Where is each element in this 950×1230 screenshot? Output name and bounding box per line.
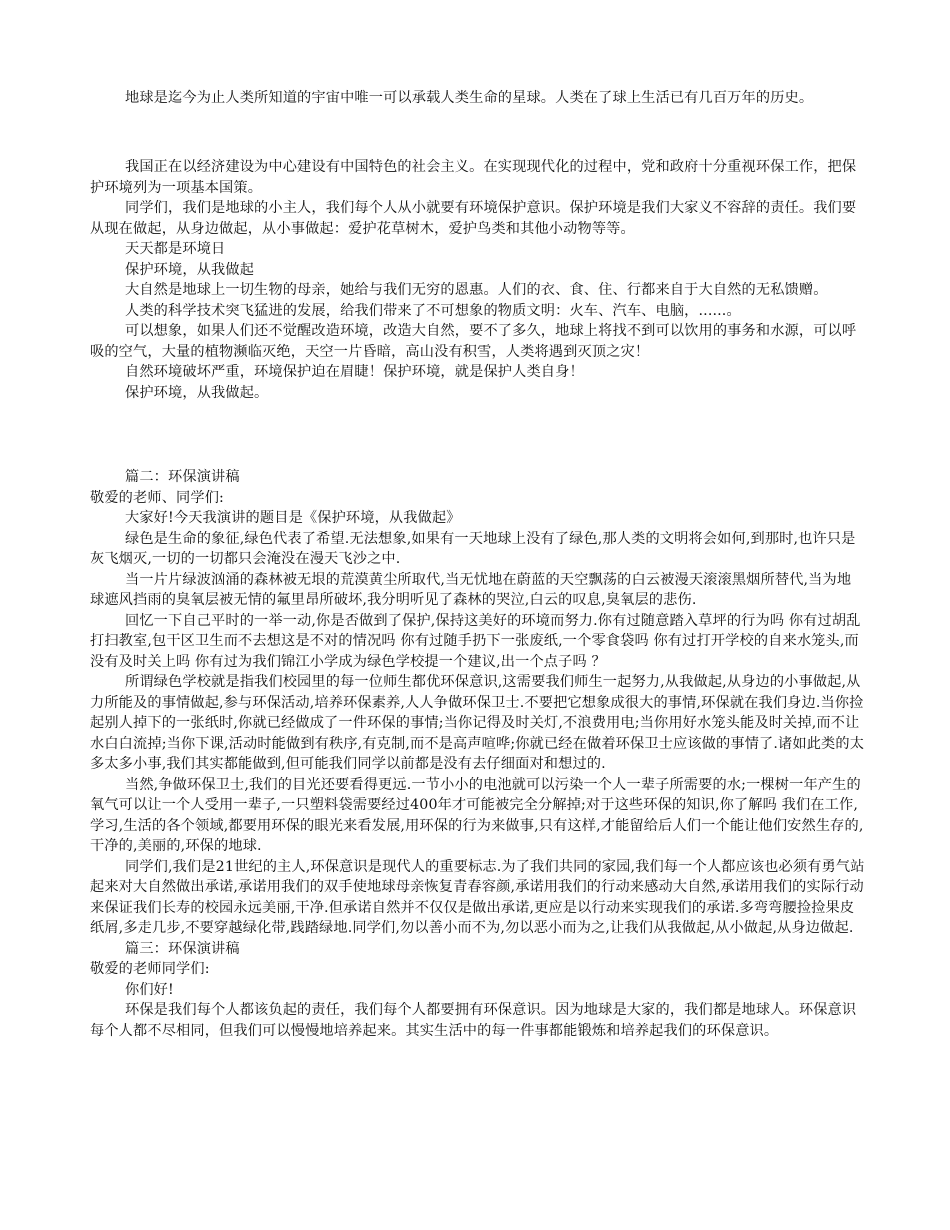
paragraph: 环保是我们每个人都该负起的责任，我们每个人都要拥有环保意识。因为地球是大家的，我们都是地球人。环保意识每个人都不尽相同，但我们可以慢慢地培养起来。其实生活中的每一件事都能锻炼和培养起我们的环保意识。	[90, 1002, 857, 1039]
greeting: 你们好!	[125, 981, 174, 998]
paragraph: 当一片片绿波汹涌的森林被无垠的荒漠黄尘所取代,当无忧地在蔚蓝的天空飘荡的白云被漫天滚滚黑烟所替代,当为地球遮风挡雨的臭氧层被无情的氟里昂所破坏,我分明听见了森林的哭泣,白云的叹息,臭氧层的悲伤.	[90, 571, 852, 608]
paragraph: 所谓绿色学校就是指我们校园里的每一位师生都优环保意识,这需要我们师生一起努力,从我做起,从身边的小事做起,从力所能及的事情做起,参与环保活动,培养环保素养,人人争做环保卫士.不要把它想象成很大的事情,环保就在我们身边.当你捡起别人掉下的一张纸时,你就已经做成了一件环保的事情;当你记得及时关灯,不浪费用电;当你用好水笼头能及时关掉,而不让水白白流掉;当你下课,活动时能做到有秩序,有克制,而不是高声喧哗;你就已经在做着环保卫士应该做的事情了.诸如此类的太多太多小事,我们其实都能做到,但可能我们同学以前都是没有去仔细面对和想过的.	[90, 674, 865, 772]
section-heading: 篇二：环保演讲稿	[125, 469, 240, 485]
closing-line: 保护环境，从我做起。	[125, 384, 269, 401]
salutation: 敬爱的老师同学们:	[90, 961, 210, 977]
section-1	[90, 157, 865, 403]
paragraph: 回忆一下自己平时的一举一动,你是否做到了保护,保持这美好的环境而努力.你有过随意踏入草坪的行为吗 你有过胡乱打扫教室,包干区卫生而不去想这是不对的情况吗 你有过随手扔下一张废纸,一个零食袋吗 你有过打开学校的自来水笼头,而没有及时关上吗 你有过为我们锦江小学成为绿色学校提一个建议,出一个点子吗 ？	[90, 612, 861, 670]
paragraph: 绿色是生命的象征,绿色代表了希望.无法想象,如果有一天地球上没有了绿色,那人类的文明将会如何,到那时,也许只是灰飞烟灭,一切的一切都只会淹没在漫天飞沙之中.	[90, 530, 856, 567]
paragraph: 当然,争做环保卫士,我们的目光还要看得更远.一节小小的电池就可以污染一个人一辈子所需要的水;一棵树一年产生的氧气可以让一个人受用一辈子,一只塑料袋需要经过400年才可能被完全分解掉;对于这些环保的知识,你了解吗 我们在工作,学习,生活的各个领域,都要用环保的眼光来看发展,用环保的行为来做事,只有这样,才能留给后人们一个能让他们安然生存的,干净的,美丽的,环保的地球.	[90, 776, 864, 854]
intro-block	[90, 88, 865, 109]
paragraph: 人类的科学技术突飞猛进的发展，给我们带来了不可想象的物质文明：火车、汽车、电脑，......。	[125, 302, 741, 319]
paragraph: 可以想象，如果人们还不觉醒改造环境，改造大自然，要不了多久，地球上将找不到可以饮用的事务和水源，可以呼吸的空气，大量的植物濒临灭绝，天空一片昏暗，高山没有积雪，人类将遇到灭顶之灾！	[90, 323, 857, 360]
salutation: 敬爱的老师、同学们:	[90, 489, 224, 506]
paragraph: 同学们，我们是地球的小主人，我们每个人从小就要有环境保护意识。保护环境是我们大家义不容辞的责任。我们要从现在做起，从身边做起，从小事做起：爱护花草树木，爱护鸟类和其他小动物等等。	[90, 200, 857, 237]
paragraph: 我国正在以经济建设为中心建设有中国特色的社会主义。在实现现代化的过程中，党和政府十分重视环保工作，把保护环境列为一项基本国策。	[90, 159, 857, 196]
paragraph: 同学们,我们是21世纪的主人,环保意识是现代人的重要标志.为了我们共同的家园,我们每一个人都应该也必须有勇气站起来对大自然做出承诺,承诺用我们的双手使地球母亲恢复青春容颜,承诺用我们的行动来感动大自然,承诺用我们的实际行动来保证我们长寿的校园永远美丽,干净.但承诺自然并不仅仅是做出承诺,更应是以行动来实现我们的承诺.多弯弯腰捡捡果皮纸屑,多走几步,不要穿越绿化带,践踏绿地.同学们,勿以善小而不为,勿以恶小而为之,让我们从我做起,从小做起,从身边做起.	[90, 858, 865, 936]
paragraph: 大家好!今天我演讲的题目是《保护环境，从我做起》	[125, 510, 461, 526]
paragraph: 大自然是地球上一切生物的母亲，她给与我们无穷的恩惠。人们的衣、食、住、行都来自于大自然的无私馈赠。	[125, 282, 828, 298]
intro-paragraph: 地球是迄今为止人类所知道的宇宙中唯一可以承载人类生命的星球。人类在了球上生活已有几百万年的历史。	[125, 90, 814, 106]
paragraph: 自然环境破坏严重，环境保护迫在眉睫！保护环境，就是保护人类自身！	[125, 364, 584, 380]
section-2	[90, 467, 865, 1041]
section-heading: 篇三：环保演讲稿	[125, 940, 240, 957]
slogan-line: 天天都是环境日	[125, 241, 226, 257]
slogan-line: 保护环境，从我做起	[125, 261, 255, 278]
